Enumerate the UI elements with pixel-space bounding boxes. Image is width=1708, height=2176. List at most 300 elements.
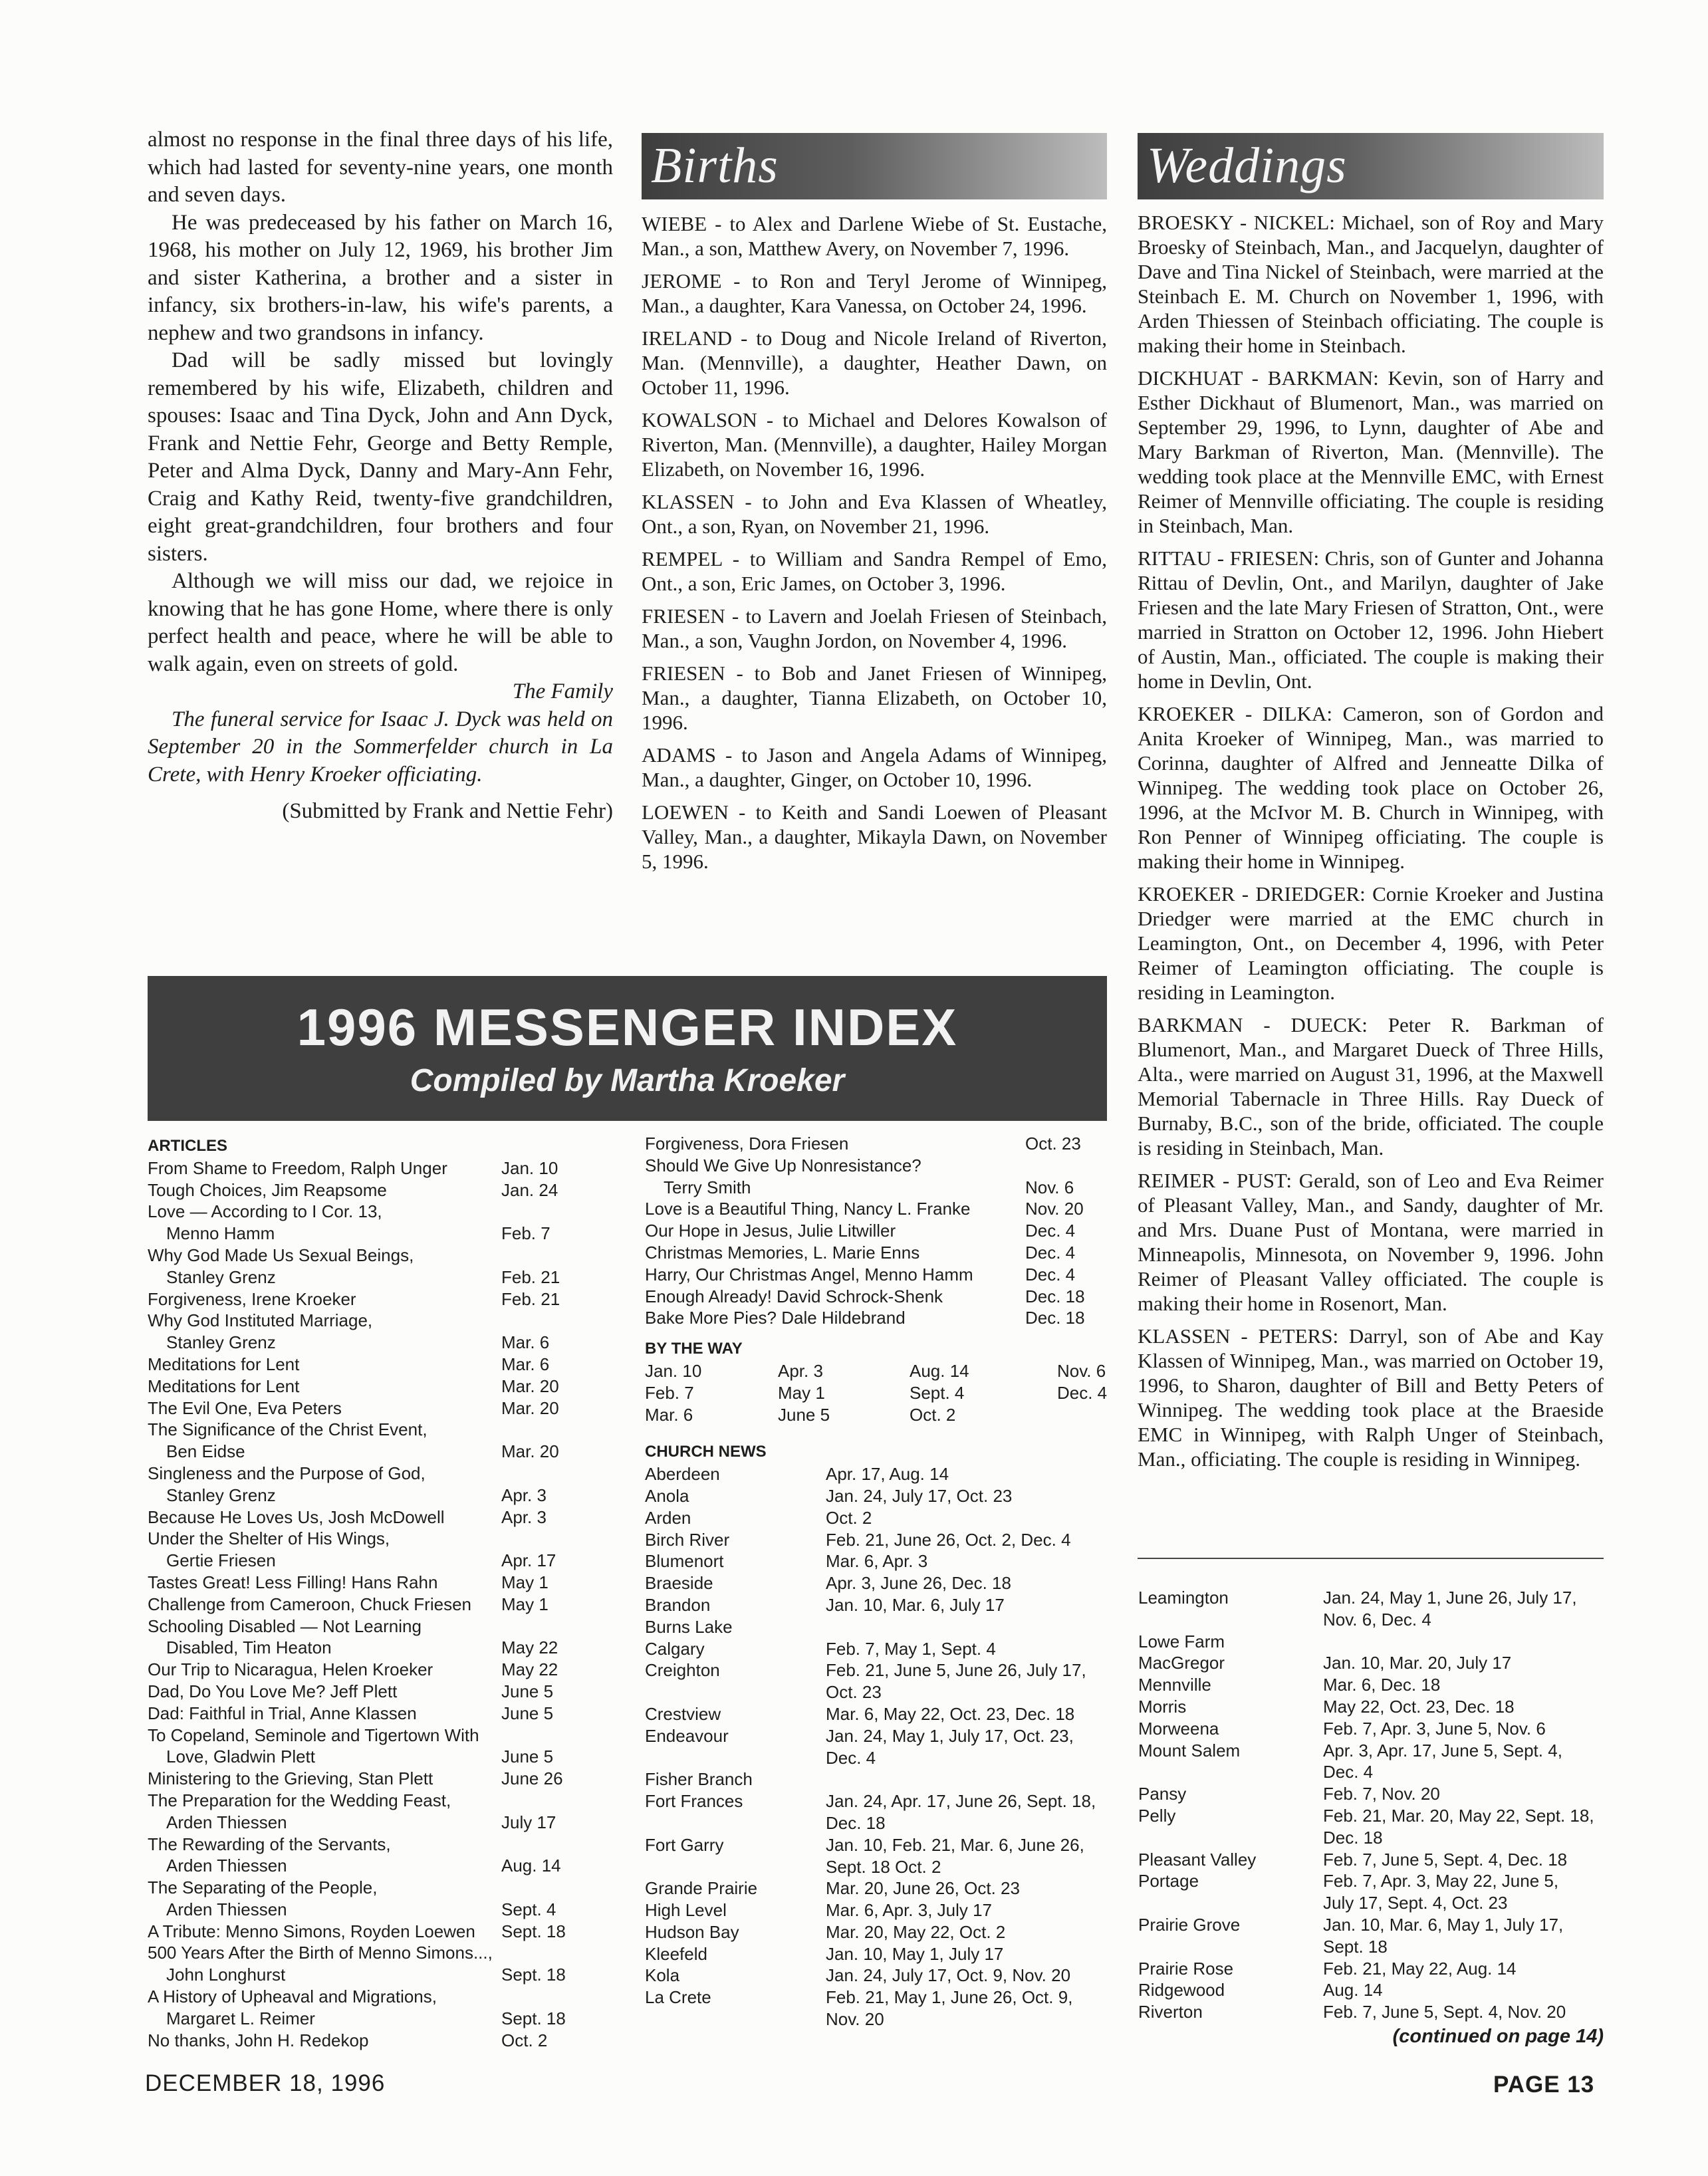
church-name <box>1138 1936 1323 1958</box>
index-article-row <box>645 1177 1110 1199</box>
obituary-paragraph: Although we will miss our dad, we rejoice in knowing that he has gone Home, where there is only perfect health and peace, where he will be able to walk again, even on streets of gold. <box>148 569 613 676</box>
church-dates: Jan. 24, Apr. 17, June 26, Sept. 18, <box>826 1791 1096 1812</box>
index-column-2 <box>645 1133 1110 2030</box>
article-title: Love, Gladwin Plett <box>166 1747 316 1767</box>
church-dates: Jan. 24, July 17, Oct. 9, Nov. 20 <box>826 1965 1071 1986</box>
index-article-row <box>148 1834 586 1856</box>
wedding-entry: REIMER - PUST: Gerald, son of Leo and Eva Reimer of Pleasant Valley, Man., and Sandy, daughter of Mr. and Mrs. Duane Pust of Montana, were married in Minneapolis, Minnesota, on November 9, 1996. John Reimer of Pleasant Valley officiated. The couple is making their home in Rosenort, Man. <box>1138 1169 1604 1315</box>
church-news-row <box>1138 2001 1604 2023</box>
article-title: Because He Loves Us, Josh McDowell <box>148 1507 445 1527</box>
article-title: The Rewarding of the Servants, <box>148 1834 391 1854</box>
article-title: The Separating of the People, <box>148 1877 378 1898</box>
church-news-row <box>645 1834 1110 1856</box>
article-date <box>501 1942 586 1964</box>
church-dates: Sept. 18 <box>1323 1936 1388 1957</box>
church-name: Hudson Bay <box>645 1921 739 1942</box>
church-name: Leamington <box>1138 1588 1229 1608</box>
index-article-row <box>645 1155 1110 1177</box>
index-article-row <box>645 1307 1110 1329</box>
church-name: Brandon <box>645 1594 711 1615</box>
index-article-row <box>148 1376 586 1397</box>
article-date: Sept. 18 <box>501 2008 566 2028</box>
obituary-paragraph: Dad will be sadly missed but lovingly remembered by his wife, Elizabeth, children and spouses: Isaac and Tina Dyck, John and Ann Dyck, Frank and Nettie Fehr, George and Betty Remple, Peter and Alma Dyck, Danny and Mary-Ann Fehr, Craig and Kathy Reid, twenty-five grandchildren, eight great-grandchildren, four brothers and four sisters. <box>148 348 613 566</box>
church-dates: Jan. 10, May 1, July 17 <box>826 1943 1004 1964</box>
by-the-way-date: Sept. 4 <box>910 1382 965 1403</box>
article-date <box>501 1310 586 1332</box>
index-article-row <box>148 1528 586 1550</box>
article-date <box>501 1201 586 1223</box>
index-article-row <box>148 1964 586 1986</box>
church-name: Fort Garry <box>645 1834 724 1855</box>
article-title: Should We Give Up Nonresistance? <box>645 1155 921 1175</box>
by-the-way-date: Nov. 6 <box>1057 1360 1106 1381</box>
article-title: Dad, Do You Love Me? Jeff Plett <box>148 1681 398 1701</box>
article-title: Forgiveness, Irene Kroeker <box>148 1288 356 1309</box>
church-dates: Mar. 6, May 22, Oct. 23, Dec. 18 <box>826 1703 1075 1724</box>
church-dates: Feb. 21, May 22, Aug. 14 <box>1323 1958 1517 1979</box>
by-the-way-date: May 1 <box>778 1382 825 1403</box>
article-date: May 1 <box>501 1572 549 1592</box>
index-article-row <box>148 1637 586 1659</box>
article-title: Ministering to the Grieving, Stan Plett <box>148 1768 433 1789</box>
weddings-column <box>1138 133 1604 1479</box>
church-dates: Nov. 20 <box>826 2009 884 2030</box>
index-article-row <box>148 1790 586 1812</box>
church-name: Endeavour <box>645 1725 729 1746</box>
articles-heading: ARTICLES <box>148 1137 227 1155</box>
index-article-row <box>148 1441 586 1463</box>
church-name: Arden <box>645 1507 691 1528</box>
article-title: To Copeland, Seminole and Tigertown With <box>148 1725 479 1745</box>
church-news-row <box>645 1899 1110 1921</box>
article-title: Bake More Pies? Dale Hildebrand <box>645 1308 906 1328</box>
church-name <box>1138 1827 1323 1849</box>
article-date <box>501 1986 586 2008</box>
church-news-row <box>645 1747 1110 1769</box>
article-title: Schooling Disabled — Not Learning <box>148 1616 422 1636</box>
article-title: Love is a Beautiful Thing, Nancy L. Franke <box>645 1199 971 1219</box>
church-dates: Jan. 24, May 1, July 17, Oct. 23, <box>826 1725 1074 1746</box>
birth-entry: IRELAND - to Doug and Nicole Ireland of Riverton, Man. (Mennville), a daughter, Heather Dawn, on October 11, 1996. <box>642 326 1107 399</box>
obituary-paragraph: He was predeceased by his father on March 16, 1968, his mother on July 12, 1969, his brother Jim and sister Katherina, a brother and a sister in infancy, six brothers-in-law, his wife's parents, a nephew and two grandsons in infancy. <box>148 210 613 345</box>
church-dates: Feb. 7, June 5, Sept. 4, Nov. 20 <box>1323 2002 1566 2022</box>
funeral-note: The funeral service for Isaac J. Dyck was held on September 20 in the Sommerfelder church in La Crete, with Henry Kroeker officiating. <box>148 707 613 786</box>
article-title: Tastes Great! Less Filling! Hans Rahn <box>148 1572 438 1592</box>
by-the-way-date: Mar. 6 <box>645 1404 693 1425</box>
index-subtitle: Compiled by Martha Kroeker <box>410 1063 845 1098</box>
article-date: Sept. 4 <box>501 1899 556 1919</box>
article-date <box>501 1419 586 1441</box>
article-date <box>501 1834 586 1856</box>
index-article-row <box>148 1572 586 1594</box>
article-date <box>501 1790 586 1812</box>
church-dates: Feb. 21, June 5, June 26, July 17, <box>826 1660 1086 1681</box>
church-name: Burns Lake <box>645 1616 733 1637</box>
article-title: Harry, Our Christmas Angel, Menno Hamm <box>645 1264 973 1284</box>
index-article-row <box>148 1463 586 1485</box>
article-date: Mar. 20 <box>501 1441 559 1462</box>
church-news-row <box>1138 1631 1604 1653</box>
article-title: Our Trip to Nicaragua, Helen Kroeker <box>148 1659 433 1680</box>
index-article-row <box>148 1397 586 1419</box>
church-news-row <box>645 1812 1110 1834</box>
church-dates: Jan. 10, Mar. 6, July 17 <box>826 1594 1005 1615</box>
birth-entry: ADAMS - to Jason and Angela Adams of Winnipeg, Man., a daughter, Ginger, on October 10, 1996. <box>642 743 1107 791</box>
index-title: 1996 MESSENGER INDEX <box>297 998 958 1056</box>
church-news-row <box>645 1463 1110 1485</box>
article-date: Sept. 18 <box>501 1965 566 1985</box>
church-dates: Oct. 23 <box>826 1682 882 1703</box>
church-news-row <box>645 2008 1110 2030</box>
article-title: Enough Already! David Schrock-Shenk <box>645 1286 943 1306</box>
article-title: Disabled, Tim Heaton <box>166 1637 332 1658</box>
article-title: Christmas Memories, L. Marie Enns <box>645 1242 920 1263</box>
church-dates: Jan. 10, Feb. 21, Mar. 6, June 26, <box>826 1834 1084 1855</box>
church-name <box>1138 1892 1323 1914</box>
church-name <box>645 1681 826 1703</box>
church-news-row <box>1138 1696 1604 1718</box>
church-news-row <box>1138 1827 1604 1849</box>
church-news-row <box>1138 1783 1604 1805</box>
church-news-row <box>645 1965 1110 1987</box>
wedding-entry: RITTAU - FRIESEN: Chris, son of Gunter and Johanna Rittau of Devlin, Ont., and Marilyn, daughter of Jake Friesen and the late Mary Friesen of Stratton, Ont., were married in Stratton on October 12, 1996. John Hiebert of Austin, Man., officiated. The couple is making their home in Devlin, Ont. <box>1138 546 1604 693</box>
article-title: Gertie Friesen <box>166 1550 276 1571</box>
article-date: June 26 <box>501 1768 563 1789</box>
index-column-3 <box>1138 1587 1604 2048</box>
church-news-row <box>1138 1718 1604 1740</box>
article-title: Singleness and the Purpose of God, <box>148 1463 426 1483</box>
by-the-way-date: Apr. 3 <box>778 1360 823 1381</box>
church-dates: Oct. 2 <box>826 1507 872 1528</box>
article-title: Arden Thiessen <box>166 1812 287 1832</box>
church-dates: Aug. 14 <box>1323 1980 1383 2000</box>
article-date: Oct. 23 <box>1025 1134 1081 1153</box>
wedding-entry: BROESKY - NICKEL: Michael, son of Roy and Mary Broesky of Steinbach, Man., and Jacquelyn, daughter of Dave and Tina Nickel of Steinbach, were married at the Steinbach E. M. Church on November 1, 1996, with Arden Thiessen of Steinbach officiating. The couple is making their home in Steinbach. <box>1138 211 1604 357</box>
church-name <box>645 1747 826 1769</box>
article-title: Ben Eidse <box>166 1441 245 1462</box>
index-article-row <box>148 1921 586 1943</box>
index-article-row <box>148 1725 586 1747</box>
article-title: Stanley Grenz <box>166 1332 276 1353</box>
article-title: Menno Hamm <box>166 1223 275 1244</box>
church-name: MacGregor <box>1138 1653 1225 1673</box>
church-name: Mount Salem <box>1138 1740 1241 1760</box>
article-date: Dec. 4 <box>1025 1242 1076 1263</box>
article-title: Why God Made Us Sexual Beings, <box>148 1245 414 1265</box>
article-title: 500 Years After the Birth of Menno Simons..., <box>148 1943 493 1963</box>
church-dates: Mar. 6, Apr. 3, July 17 <box>826 1900 993 1921</box>
birth-entry: REMPEL - to William and Sandra Rempel of Emo, Ont., a son, Eric James, on October 3, 1996. <box>642 547 1107 595</box>
article-title: Arden Thiessen <box>166 1899 287 1919</box>
church-dates: Sept. 18 Oct. 2 <box>826 1856 941 1877</box>
church-name: High Level <box>645 1900 727 1921</box>
by-the-way-date: Aug. 14 <box>910 1360 969 1381</box>
index-article-row <box>148 1768 586 1790</box>
index-article-row <box>148 1616 586 1637</box>
church-news-row <box>645 1638 1110 1660</box>
index-article-row <box>148 1746 586 1768</box>
church-news-row <box>645 1790 1110 1812</box>
weddings-heading-box <box>1138 133 1604 199</box>
church-news-row <box>1138 1740 1604 1762</box>
church-dates: Feb. 21, June 26, Oct. 2, Dec. 4 <box>826 1529 1071 1550</box>
article-date: Mar. 20 <box>501 1376 559 1396</box>
article-date: Sept. 18 <box>501 1921 566 1941</box>
church-name: Prairie Rose <box>1138 1958 1234 1979</box>
index-article-row <box>148 1986 586 2008</box>
article-date: Feb. 7 <box>501 1223 550 1244</box>
church-dates: Apr. 3, Apr. 17, June 5, Sept. 4, <box>1323 1740 1562 1760</box>
by-the-way-row <box>645 1404 1110 1426</box>
article-title: Under the Shelter of His Wings, <box>148 1528 390 1549</box>
church-news-row <box>1138 1761 1604 1783</box>
birth-entry: KLASSEN - to John and Eva Klassen of Wheatley, Ont., a son, Ryan, on November 21, 1996. <box>642 490 1107 538</box>
index-article-row <box>148 1812 586 1834</box>
church-name: La Crete <box>645 1987 711 2008</box>
index-article-row <box>148 1594 586 1616</box>
church-news-row <box>1138 1914 1604 1936</box>
church-dates: July 17, Sept. 4, Oct. 23 <box>1323 1893 1508 1913</box>
index-article-row <box>645 1286 1110 1308</box>
church-name: Mennville <box>1138 1675 1211 1695</box>
article-title: Our Hope in Jesus, Julie Litwiller <box>645 1221 896 1241</box>
birth-entry: FRIESEN - to Bob and Janet Friesen of Winnipeg, Man., a daughter, Tianna Elizabeth, on October 10, 1996. <box>642 662 1107 734</box>
index-article-row <box>148 1179 586 1201</box>
church-news-row <box>645 1943 1110 1965</box>
article-title: Tough Choices, Jim Reapsome <box>148 1179 387 1200</box>
article-date: Dec. 4 <box>1025 1264 1076 1284</box>
wedding-entry: BARKMAN - DUECK: Peter R. Barkman of Blumenort, Man., and Margaret Dueck of Three Hills, Alta., were married on August 31, 1996, at the Maxwell Memorial Tabernacle in Three Hills. Ray Dueck of Burnaby, B.C., son of the bride, officiated. The couple is residing in Steinbach, Man. <box>1138 1013 1604 1159</box>
by-the-way-date: Feb. 7 <box>645 1382 694 1403</box>
article-title: Margaret L. Reimer <box>166 2008 315 2028</box>
article-date: Dec. 18 <box>1025 1286 1085 1306</box>
article-date: Mar. 20 <box>501 1397 559 1418</box>
article-date: Nov. 20 <box>1025 1199 1084 1219</box>
birth-entry: JEROME - to Ron and Teryl Jerome of Winnipeg, Man., a daughter, Kara Vanessa, on October 24, 1996. <box>642 269 1107 317</box>
church-dates: Apr. 3, June 26, Dec. 18 <box>826 1573 1011 1594</box>
church-name: Aberdeen <box>645 1464 720 1485</box>
wedding-entry: KROEKER - DILKA: Cameron, son of Gordon and Anita Kroeker of Winnipeg, Man., was married to Corinna, daughter of Alfred and Jenneatte Dilka of Winnipeg. The wedding took place on October 26, 1996, at the McIvor M. B. Church in Winnipeg, with Ron Penner of Winnipeg officiating. The couple is making their home in Winnipeg. <box>1138 702 1604 873</box>
article-date <box>1025 1155 1110 1177</box>
article-date: Aug. 14 <box>501 1856 561 1876</box>
obituary-column <box>148 126 613 826</box>
church-dates: Feb. 7, Nov. 20 <box>1323 1784 1440 1804</box>
by-the-way-date <box>1057 1404 1110 1426</box>
weddings-heading: Weddings <box>1147 138 1347 193</box>
church-name: Fisher Branch <box>645 1769 753 1790</box>
birth-entry: FRIESEN - to Lavern and Joelah Friesen of Steinbach, Man., a son, Vaughn Jordon, on November 4, 1996. <box>642 604 1107 652</box>
church-name: Braeside <box>645 1573 713 1594</box>
church-news-row <box>645 1659 1110 1681</box>
by-the-way-date: Jan. 10 <box>645 1360 702 1381</box>
index-banner <box>148 976 1107 1121</box>
church-name: Creighton <box>645 1660 720 1681</box>
church-name: Grande Prairie <box>645 1878 758 1899</box>
articles-list <box>148 1157 586 2052</box>
church-news-row <box>645 1485 1110 1507</box>
articles-section <box>148 1136 586 2051</box>
article-date: May 22 <box>501 1659 558 1680</box>
by-the-way-row <box>645 1360 1110 1382</box>
article-title: From Shame to Freedom, Ralph Unger <box>148 1157 447 1178</box>
article-date: May 22 <box>501 1637 558 1658</box>
continued-note: (continued on page 14) <box>1392 2025 1604 2047</box>
church-dates: Jan. 24, May 1, June 26, July 17, <box>1323 1588 1577 1608</box>
article-date: June 5 <box>501 1747 554 1767</box>
church-news-cont-list <box>1138 1587 1604 2023</box>
church-news-row <box>1138 1849 1604 1871</box>
article-date: Jan. 10 <box>501 1157 558 1178</box>
church-news-row <box>645 1616 1110 1638</box>
church-name: Pelly <box>1138 1805 1176 1826</box>
index-article-row <box>148 1288 586 1310</box>
church-dates: May 22, Oct. 23, Dec. 18 <box>1323 1696 1515 1717</box>
footer-page: PAGE 13 <box>1493 2072 1595 2098</box>
birth-entry: LOEWEN - to Keith and Sandi Loewen of Pleasant Valley, Man., a daughter, Mikayla Dawn, on November 5, 1996. <box>642 800 1107 873</box>
birth-entry: KOWALSON - to Michael and Delores Kowalson of Riverton, Man. (Mennville), a daughter, Hailey Morgan Elizabeth, on November 16, 1996. <box>642 408 1107 481</box>
births-list <box>642 211 1107 874</box>
church-news-row <box>1138 1652 1604 1674</box>
index-article-row <box>148 1354 586 1376</box>
article-date: Dec. 4 <box>1025 1221 1076 1241</box>
church-name: Birch River <box>645 1529 730 1550</box>
index-article-row <box>148 1507 586 1528</box>
church-dates: Mar. 6, Apr. 3 <box>826 1551 928 1572</box>
church-name: Ridgewood <box>1138 1980 1225 2000</box>
index-article-row <box>645 1133 1110 1155</box>
article-date <box>501 1616 586 1637</box>
index-article-row <box>148 1245 586 1267</box>
church-news-row <box>1138 1979 1604 2001</box>
article-date <box>501 1725 586 1747</box>
divider-rule <box>1138 1558 1604 1559</box>
church-news-row <box>645 1856 1110 1878</box>
article-date: July 17 <box>501 1812 556 1832</box>
church-dates: Feb. 21, May 1, June 26, Oct. 9, <box>826 1987 1073 2008</box>
footer-date: DECEMBER 18, 1996 <box>145 2070 386 2096</box>
index-article-row <box>148 2030 586 2052</box>
births-heading-box <box>642 133 1107 199</box>
church-name: Morweena <box>1138 1718 1219 1739</box>
church-dates: Feb. 21, Mar. 20, May 22, Sept. 18, <box>1323 1805 1594 1826</box>
article-title: The Preparation for the Wedding Feast, <box>148 1790 451 1810</box>
church-name <box>1138 1609 1323 1631</box>
birth-entry: WIEBE - to Alex and Darlene Wiebe of St. Eustache, Man., a son, Matthew Avery, on November 7, 1996. <box>642 212 1107 260</box>
article-title: A History of Upheaval and Migrations, <box>148 1987 437 2007</box>
index-article-row <box>148 1201 586 1223</box>
article-date: June 5 <box>501 1681 554 1701</box>
church-news-row <box>645 1921 1110 1943</box>
weddings-list <box>1138 210 1604 1471</box>
index-article-row <box>148 1942 586 1964</box>
index-article-row <box>148 1877 586 1899</box>
article-date: Nov. 6 <box>1025 1177 1074 1197</box>
by-the-way-date: Dec. 4 <box>1057 1382 1108 1403</box>
index-article-row <box>148 1267 586 1288</box>
church-news-row <box>645 1703 1110 1725</box>
article-title: Meditations for Lent <box>148 1354 300 1374</box>
church-news-row <box>645 1594 1110 1616</box>
by-the-way-heading: BY THE WAY <box>645 1340 743 1358</box>
births-column <box>642 133 1107 882</box>
article-date: Apr. 3 <box>501 1507 547 1527</box>
article-title: A Tribute: Menno Simons, Royden Loewen <box>148 1921 475 1941</box>
article-title: No thanks, John H. Redekop <box>148 2030 369 2050</box>
index-article-row <box>148 1681 586 1703</box>
church-dates: Mar. 20, May 22, Oct. 2 <box>826 1921 1006 1942</box>
church-dates: Feb. 7, June 5, Sept. 4, Dec. 18 <box>1323 1849 1568 1870</box>
article-date <box>501 1463 586 1485</box>
church-name <box>645 1856 826 1878</box>
church-name <box>645 2008 826 2030</box>
church-news-row <box>1138 1609 1604 1631</box>
article-title: Why God Instituted Marriage, <box>148 1310 373 1331</box>
article-date: Jan. 24 <box>501 1179 558 1200</box>
wedding-entry: KLASSEN - PETERS: Darryl, son of Abe and Kay Klassen of Winnipeg, Man., was married on October 19, 1996, to Sharon, daughter of Bill and Betty Peters of Winnipeg. The wedding took place at the Braeside EMC in Winnipeg, with Ralph Unger of Steinbach, Man., officiating. The couple is residing in Winnipeg. <box>1138 1324 1604 1471</box>
church-news-row <box>645 1877 1110 1899</box>
church-name: Kola <box>645 1965 680 1986</box>
church-name: Fort Frances <box>645 1791 743 1812</box>
church-dates: Feb. 7, Apr. 3, May 22, June 5, <box>1323 1871 1559 1891</box>
church-news-row <box>1138 1870 1604 1892</box>
church-name <box>645 1812 826 1834</box>
article-date: Mar. 6 <box>501 1332 550 1353</box>
church-dates: Mar. 20, June 26, Oct. 23 <box>826 1878 1020 1899</box>
index-article-row <box>645 1220 1110 1242</box>
index-article-row <box>148 1157 586 1179</box>
article-date: June 5 <box>501 1703 554 1723</box>
church-name: Pansy <box>1138 1784 1187 1804</box>
index-article-row <box>148 1223 586 1245</box>
article-date: Mar. 6 <box>501 1354 550 1374</box>
by-the-way-row <box>645 1382 1110 1404</box>
church-dates: Dec. 4 <box>1323 1762 1374 1782</box>
church-name: Prairie Grove <box>1138 1914 1241 1935</box>
index-article-row <box>148 1419 586 1441</box>
church-name: Calgary <box>645 1638 705 1659</box>
article-date <box>501 1245 586 1267</box>
article-date: May 1 <box>501 1594 549 1614</box>
church-name: Crestview <box>645 1703 721 1724</box>
church-name: Anola <box>645 1485 689 1506</box>
church-dates: Feb. 7, Apr. 3, June 5, Nov. 6 <box>1323 1718 1546 1739</box>
church-news-row <box>645 1550 1110 1572</box>
index-article-row <box>148 2008 586 2030</box>
church-news-row <box>645 1768 1110 1790</box>
church-name: Pleasant Valley <box>1138 1849 1257 1870</box>
article-title: Love — According to I Cor. 13, <box>148 1201 382 1222</box>
church-news-row <box>645 1572 1110 1594</box>
by-the-way-date: June 5 <box>778 1404 830 1425</box>
index-article-row <box>148 1310 586 1332</box>
church-news-row <box>1138 1958 1604 1980</box>
church-news-row <box>645 1725 1110 1747</box>
church-news-row <box>645 1987 1110 2008</box>
church-dates: Jan. 24, July 17, Oct. 23 <box>826 1485 1013 1506</box>
church-news-row <box>1138 1936 1604 1958</box>
article-title: The Evil One, Eva Peters <box>148 1397 342 1418</box>
article-date: Apr. 17 <box>501 1550 556 1571</box>
wedding-entry: DICKHUAT - BARKMAN: Kevin, son of Harry and Esther Dickhaut of Blumenort, Man., was married on September 29, 1996, to Lynn, daughter of Abe and Mary Barkman of Riverton, Man. (Mennville). The wedding took place at the Mennville EMC, with Ernest Reimer of Mennville officiating. The couple is residing in Steinbach, Man. <box>1138 366 1604 537</box>
article-title: Arden Thiessen <box>166 1856 287 1876</box>
church-news-row <box>1138 1805 1604 1827</box>
index-article-row <box>645 1198 1110 1220</box>
article-title: Meditations for Lent <box>148 1376 300 1396</box>
wedding-entry: KROEKER - DRIEDGER: Cornie Kroeker and Justina Driedger were married at the EMC church in Leamington, Ont., on December 4, 1996, with Peter Reimer of Leamington officiating. The couple is residing in Leamington. <box>1138 882 1604 1004</box>
article-title: Forgiveness, Dora Friesen <box>645 1134 849 1153</box>
article-date <box>501 1877 586 1899</box>
index-article-row <box>148 1485 586 1507</box>
